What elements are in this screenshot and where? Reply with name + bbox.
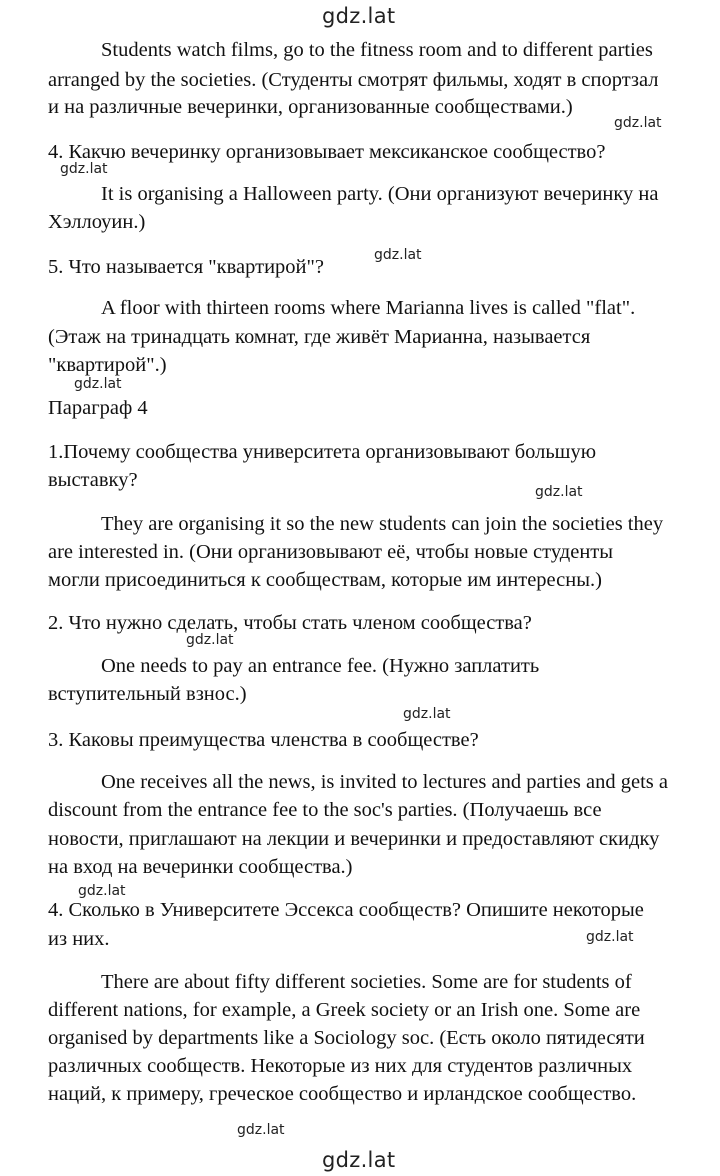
watermark-inline: gdz.lat	[237, 1122, 285, 1138]
text-line: are interested in. (Они организовывают её, чтобы новые студенты	[48, 541, 614, 563]
question-line: 3. Каковы преимущества членства в сообществе?	[48, 729, 479, 751]
text-line: и на различные вечеринки, организованные сообществами.)	[48, 96, 573, 118]
watermark-inline: gdz.lat	[535, 484, 583, 500]
watermark-header: gdz.lat	[322, 4, 396, 28]
text-line: Хэллоуин.)	[48, 211, 146, 233]
watermark-inline: gdz.lat	[186, 632, 234, 648]
question-line: 4. Какчю вечеринку организовывает мексиканское сообщество?	[48, 141, 606, 163]
text-line: новости, приглашают на лекции и вечеринки и предоставляют скидку	[48, 828, 660, 850]
text-line: It is organising a Halloween party. (Они организуют вечеринку на	[101, 183, 659, 205]
question-line: 4. Сколько в Университете Эссекса сообществ? Опишите некоторые	[48, 899, 644, 921]
question-line: выставку?	[48, 469, 138, 491]
text-line: One receives all the news, is invited to lectures and parties and gets a	[101, 771, 668, 793]
text-line: вступительный взнос.)	[48, 683, 247, 705]
text-line: A floor with thirteen rooms where Marianna lives is called "flat".	[101, 297, 636, 319]
text-line: One needs to pay an entrance fee. (Нужно заплатить	[101, 655, 540, 677]
text-line: There are about fifty different societies. Some are for students of	[101, 971, 632, 993]
watermark-inline: gdz.lat	[78, 883, 126, 899]
watermark-inline: gdz.lat	[403, 706, 451, 722]
text-line: наций, к примеру, греческое сообщество и ирландское сообщество.	[48, 1083, 637, 1105]
question-line: 5. Что называется "квартирой"?	[48, 256, 324, 278]
text-line: discount from the entrance fee to the soc's parties. (Получаешь все	[48, 799, 602, 821]
watermark-inline: gdz.lat	[374, 247, 422, 263]
watermark-inline: gdz.lat	[74, 376, 122, 392]
watermark-inline: gdz.lat	[60, 161, 108, 177]
watermark-footer: gdz.lat	[322, 1148, 396, 1172]
question-line: 2. Что нужно сделать, чтобы стать членом сообщества?	[48, 612, 532, 634]
question-line: из них.	[48, 928, 110, 950]
text-line: "квартирой".)	[48, 354, 167, 376]
watermark-inline: gdz.lat	[586, 929, 634, 945]
text-line: different nations, for example, a Greek society or an Irish one. Some are	[48, 999, 641, 1021]
text-line: различных сообществ. Некоторые из них для студентов различных	[48, 1055, 633, 1077]
text-line: могли присоединиться к сообществам, которые им интересны.)	[48, 569, 602, 591]
text-line: Students watch films, go to the fitness room and to different parties	[101, 39, 653, 61]
question-line: 1.Почему сообщества университета организовывают большую	[48, 441, 597, 463]
text-line: They are organising it so the new students can join the societies they	[101, 513, 664, 535]
text-line: organised by departments like a Sociology soc. (Есть около пятидесяти	[48, 1027, 645, 1049]
watermark-inline: gdz.lat	[614, 115, 662, 131]
section-heading: Параграф 4	[48, 397, 148, 419]
text-line: на вход на вечеринки сообщества.)	[48, 856, 353, 878]
text-line: arranged by the societies. (Студенты смотрят фильмы, ходят в спортзал	[48, 69, 659, 91]
text-line: (Этаж на тринадцать комнат, где живёт Марианна, называется	[48, 326, 591, 348]
